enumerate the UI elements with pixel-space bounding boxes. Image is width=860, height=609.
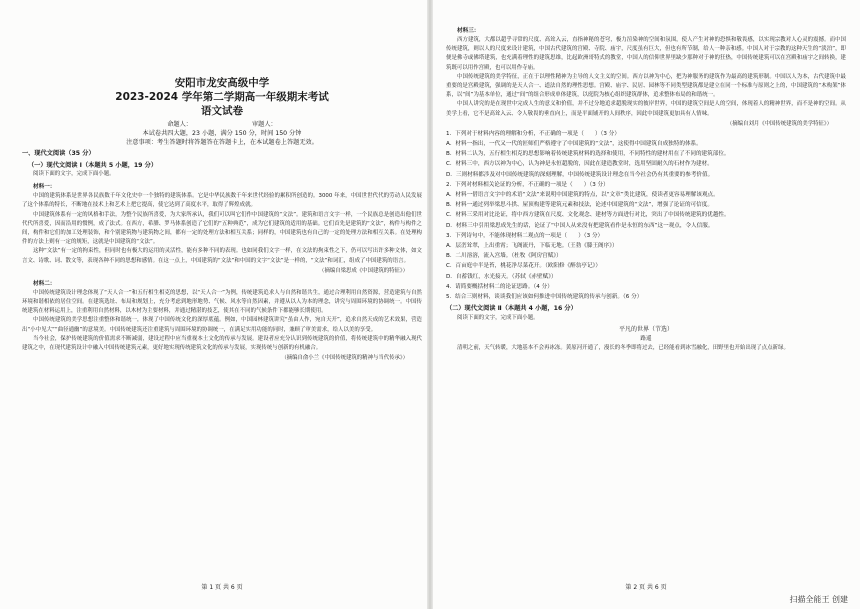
instruction-text: 阅读下面的文字，完成下面小题。 [33,171,115,177]
option: D．三则材料都涉及对中国传统建筑的深刻理解，中国传统建筑设计理念在当今社会仍有其重要的参考价值。 [446,171,714,178]
paragraph: 清明之前，天气转暖，大地基本不会再冰冻。黄原河开通了，漫长的冬季即将过去，已经能看到冰雪融化，田野里也开始出现了点点新绿。 [457,344,789,351]
page-gutter [427,0,433,609]
paragraph: 当今社会，保护传统建筑的价值需求不断减弱，建设过程中应当重视本土文化的传承与发展。建设者应充分认识到传统建筑的价值，将传统建筑中的精华融入现代建筑之中，在现代建筑设计中融入中国传统建筑元素，更好地实现传统建筑文化的传承与发展，实现传统与创新的有机融合。 [22,335,422,352]
exam-info: 本试卷共四大题，23 小题，满分 150 分，时间 150 分钟 [142,130,302,137]
paragraph: 中国传统建筑的美学思想注重整体和谐统一，体现了中国传统文化的深厚底蕴。例如，中国园林建筑讲究“虽由人作，宛自天开”，追求自然天成的艺术效果，营造出“小中见大”“曲径通幽”的意境美。中国传统建筑还注重建筑与周围环境的协调统一，在满足实用功能的同时，兼顾了审美需求，给人以美的享受。 [22,317,422,333]
option: D．材料三中引用梁思成先生的话，论证了“中国人从来没有把建筑看作是永恒的东西”这一观点，令人信服。 [446,222,714,229]
material-label: 材料三： [457,28,480,34]
option: B．材料一通过列举梁思斗拱、屋顶构建等建筑元素和技法，论述中国建筑的“文法”，增强了论证的可信度。 [446,202,713,209]
reviewer-label: 审题人： [252,121,277,128]
scanner-watermark: 扫描全能王 创建 [789,595,848,604]
question: 4．请简要概括材料二的论证思路。（4 分） [446,283,553,290]
material-label: 材料一： [33,184,56,191]
page-1 [22,8,422,593]
instruction-text: 阅读下面的文字，完成下面小题。 [457,314,539,321]
question: 3．下列诗句中，不能体现材料二观点的一项是（ ）（3 分） [446,232,604,239]
material-label: 材料二： [33,280,56,287]
author-row [22,120,422,129]
citation: （摘编自刘月《中国传统建筑的美学特征》） [726,120,832,127]
page-footer: 第 2 页 共 6 页 [625,584,667,591]
excerpt-title: 平凡的世界（节选） [618,325,673,333]
option: A．层峦耸翠，上出重霄；飞阁流丹，下临无地。（王勃《滕王阁序》） [446,243,618,250]
exam-notice: 注意事项：考生答题时将答题答在答题卡上，在本试题卷上答题无效。 [126,139,318,146]
option: B．材料二认为，五行相生相克的思想影响着传统建筑材料的选择和使用，不同特性的建材用在了不同的建筑部位。 [446,151,730,158]
author-label: 命题人： [167,121,192,128]
question: 5．结合三则材料，谈谈我们应该如何推进中国传统建筑的传承与创新。（6 分） [446,294,643,301]
excerpt-author: 路遥 [640,335,652,342]
school-title: 安阳市龙安高级中学 [174,77,270,89]
paragraph: 中国的建筑体系是世界各民族数千年文化史中一个独特的建筑体系。它是中华民族数千年来世代经验的累积所创造的。3000 年来，中国世世代代的劳动人民发展了这个体系的特长，不断地在技术上和艺术上把它提高，使它达到了高度水平，取得了辉煌成就。 [22,193,422,209]
paragraph: 中国建筑体系有一定的风格和手法，为整个民族所喜爱，为大家所承认，我们可以叫它们作中国建筑的“文法”。建筑和语言文字一样，一个民族总是创造出他们世代代所喜爱，因而沿用的惯例，成了法式。在西方，希腊、罗马体系创造了它们的“五种典范”，成为它们建筑的适用的基础。它们首先是建筑的“文法”，构件与构件之间，构件和它们的加工处理装饰，和个别建筑物与建筑物之间，都有一定的处理方法和相互关系；同样的，中国建筑也有自己的一定的处理方法和相互关系。在处理构件的方法上则有一定的规矩，这就是中国建筑的“文法”。 [22,211,422,246]
option: A．材料一指出，一代又一代的匠师们严格遵守了中国建筑的“文法”，这使得中国建筑自成独特的体系。 [446,141,702,148]
page-2 [446,8,846,593]
option: A．材料一借语言文字中的术语“文法”来说明中国建筑的特点，以“文章”类比建筑，使读者更容易理解该观点。 [446,192,719,199]
section-heading: 一、现代文阅读（35 分） [22,150,95,157]
subsection-heading: （一）现代文阅读 Ⅰ（本题共 5 小题，19 分） [28,161,158,169]
option: C．材料三中，西方以神为中心，认为神是永恒超脱的，因此在建造教堂时，选用坚固耐久的石材作为建材。 [446,161,713,168]
paragraph: 中国传统建筑设计理念体现了“天人合一”和五行相生相克的思想，以“天人合一”为例，传统建筑追求人与自然和谐共生，通过合理利用自然资源，营造建筑与自然环境和谐相依的居住空间。在建筑选址、布局和规划上，充分考虑到地形地势、气候、风水等自然因素，并遵从以人为本的理念，讲究与周围环境的协调统一。中国传统建筑在材料运用上，注重利用自然材料，以木材为主要材料，并通过精湛的技艺，使其在不同的气候条件下都能够长期使用。 [22,289,422,315]
subject-title: 语文试卷 [201,105,243,117]
option: D．自蓄钱红，水光接天。（苏轼《赤壁赋》） [446,273,557,280]
subsection-heading: （二）现代文阅读 Ⅱ（本题共 4 小题，16 分） [446,305,577,313]
paragraph: 西方建筑，大都以超乎寻常的尺度、高耸入云，直指神秘的苍穹，极力渲染神的空间和氛围，使人产生对神的恐惧和敬畏感，以实现宗教对人心灵的震撼。而中国传统建筑，则以人的尺度来设计建筑，中国古代建筑的宫殿、寺院、庙宇，尺度虽有巨大，但也有所节制，给人一种亲和感。中国人对于宗教的这种天生的“淡泊”，即便是佛寺或佛塔建筑，也充满着理性的建筑思维，比起欧洲哥特式的教堂，中国人的信仰世界里缺少那种对于神的狂热，中国传统建筑可以在宫殿和庙宇之间转换，建筑既可以用作宫殿，也可以用作寺庙。 [446,37,846,71]
option: B．二川溶溶，流入宫墙。（杜牧《阿房宫赋》） [446,253,562,260]
option: C．百亩庭中半是苔，桃花净尽菜花开。（欧阳修《醉翁亭记》） [446,263,601,270]
paragraph: 中国传统建筑的美学特征，正在于以理性精神为主导的人文主义的空间。西方以神为中心，把为神服务的建筑作为最高的建筑形制。中国以人为本，古代建筑中最重要的是宫殿建筑，强调的是天人合一、道法自然的理性思想。宫殿、庙宇、民居、园林等不同类型建筑都是建立在同一个标准与原则之上的，中国建筑的“木构架”体系，以“间”为基本单位，通过“间”的组合形成单体建筑，以庭院为核心组织建筑群体，追求整体布局的和谐统一。 [446,73,846,99]
option: C．材料三采用对比论证，将中西方建筑在尺度、文化观念、建材等方面进行对比，突出了中国传统建筑的优越性。 [446,212,730,219]
exam-title: 2023-2024 学年第二学期高一年级期末考试 [115,91,329,103]
paragraph: 这种“文法”有一定的拘束性，但同时也有极大的运用的灵活性，能有多种不同的表现。也如同我们文字一样，在文法的拘束性之下，仍可以写出许多种文体，如文言文、诗歌、词、散文等，表现各种不同的思想和感情。在这一点上，中国建筑的“文法”和中国的文字“文法”是一样的，“文法”和词汇，组成了中国建筑的语言。 [22,248,422,264]
question: 2．下列对材料相关论证的分析，不正确的一项是（ ）（3 分） [446,181,609,188]
question: 1．下列对于材料内容的理解和分析，不正确的一项是（ ）（3 分） [446,130,620,137]
citation: （摘编自梁思成《中国建筑的特征》） [319,267,408,274]
page-footer: 第 1 页 共 6 页 [201,584,243,591]
paragraph: 中国人讲究的是在现世中完成人生的意义和价值，并不过分地追求超脱现实的彼岸世界，中国的建筑空间是人的空间，体现着人的精神世界，而不是神的空间。从美学上看，它不是高耸入云、令人敬畏的垂直向上，而是平面铺开的人间秩序，因此中国建筑更加具有人情味。 [446,101,846,117]
citation: （摘编自俞小兰《中国传统建筑的精神与当代传承》） [281,355,408,362]
